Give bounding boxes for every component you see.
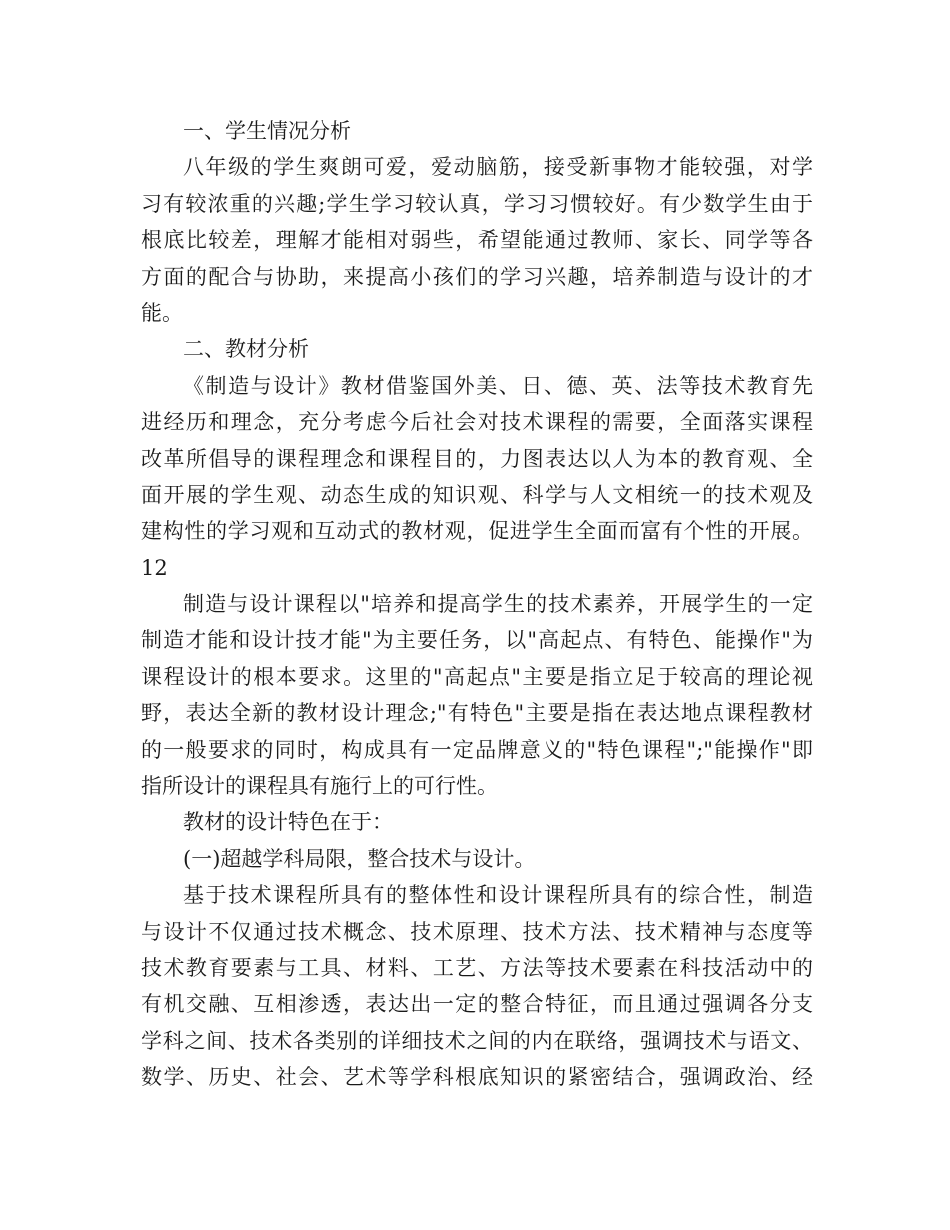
text-line: 与设计不仅通过技术概念、技术原理、技术方法、技术精神与态度等 <box>141 919 813 944</box>
text-line: 的一般要求的同时，构成具有一定品牌意义的"特色课程";"能操作"即 <box>141 737 813 762</box>
text-line: 教材的设计特色在于： <box>183 810 393 835</box>
text-line: 根底比较差，理解才能相对弱些，希望能通过教师、家长、同学等各 <box>141 228 813 253</box>
text-line: (一)超越学科局限，整合技术与设计。 <box>183 846 536 871</box>
text-line: 方面的配合与协助，来提高小孩们的学习兴趣，培养制造与设计的才 <box>141 264 813 289</box>
text-line: 二、教材分析 <box>183 337 309 362</box>
text-line: 进经历和理念，充分考虑今后社会对技术课程的需要，全面落实课程 <box>141 410 813 435</box>
text-line: 有机交融、互相渗透，表达出一定的整合特征，而且通过强调各分支 <box>141 992 813 1017</box>
text-line: 习有较浓重的兴趣;学生学习较认真，学习习惯较好。有少数学生由于 <box>141 191 813 216</box>
text-line: 学科之间、技术各类别的详细技术之间的内在联络，强调技术与语文、 <box>141 1028 813 1053</box>
text-line: 技术教育要素与工具、材料、工艺、方法等技术要素在科技活动中的 <box>141 955 813 980</box>
text-line: 一、学生情况分析 <box>183 119 351 143</box>
text-line: 野，表达全新的教材设计理念;"有特色"主要是指在表达地点课程教材 <box>141 701 813 726</box>
text-line: 八年级的学生爽朗可爱，爱动脑筋，接受新事物才能较强，对学 <box>183 155 813 180</box>
text-line: 12 <box>141 555 168 580</box>
text-line: 建构性的学习观和互动式的教材观，促进学生全面而富有个性的开展。 <box>141 519 813 544</box>
text-line: 制造才能和设计技才能"为主要任务，以"高起点、有特色、能操作"为 <box>141 628 813 653</box>
text-line: 改革所倡导的课程理念和课程目的，力图表达以人为本的教育观、全 <box>141 446 813 471</box>
text-line: 面开展的学生观、动态生成的知识观、科学与人文相统一的技术观及 <box>141 482 813 507</box>
text-line: 《制造与设计》教材借鉴国外美、日、德、英、法等技术教育先 <box>183 373 813 398</box>
text-line: 能。 <box>141 300 183 325</box>
text-line: 课程设计的根本要求。这里的"高起点"主要是指立足于较高的理论视 <box>141 664 813 689</box>
text-line: 制造与设计课程以"培养和提高学生的技术素养，开展学生的一定 <box>183 592 813 617</box>
document-body <box>141 113 813 1096</box>
text-line: 数学、历史、社会、艺术等学科根底知识的紧密结合，强调政治、经 <box>141 1065 813 1090</box>
text-line: 基于技术课程所具有的整体性和设计课程所具有的综合性，制造 <box>183 883 813 908</box>
text-line: 指所设计的课程具有施行上的可行性。 <box>141 774 498 799</box>
